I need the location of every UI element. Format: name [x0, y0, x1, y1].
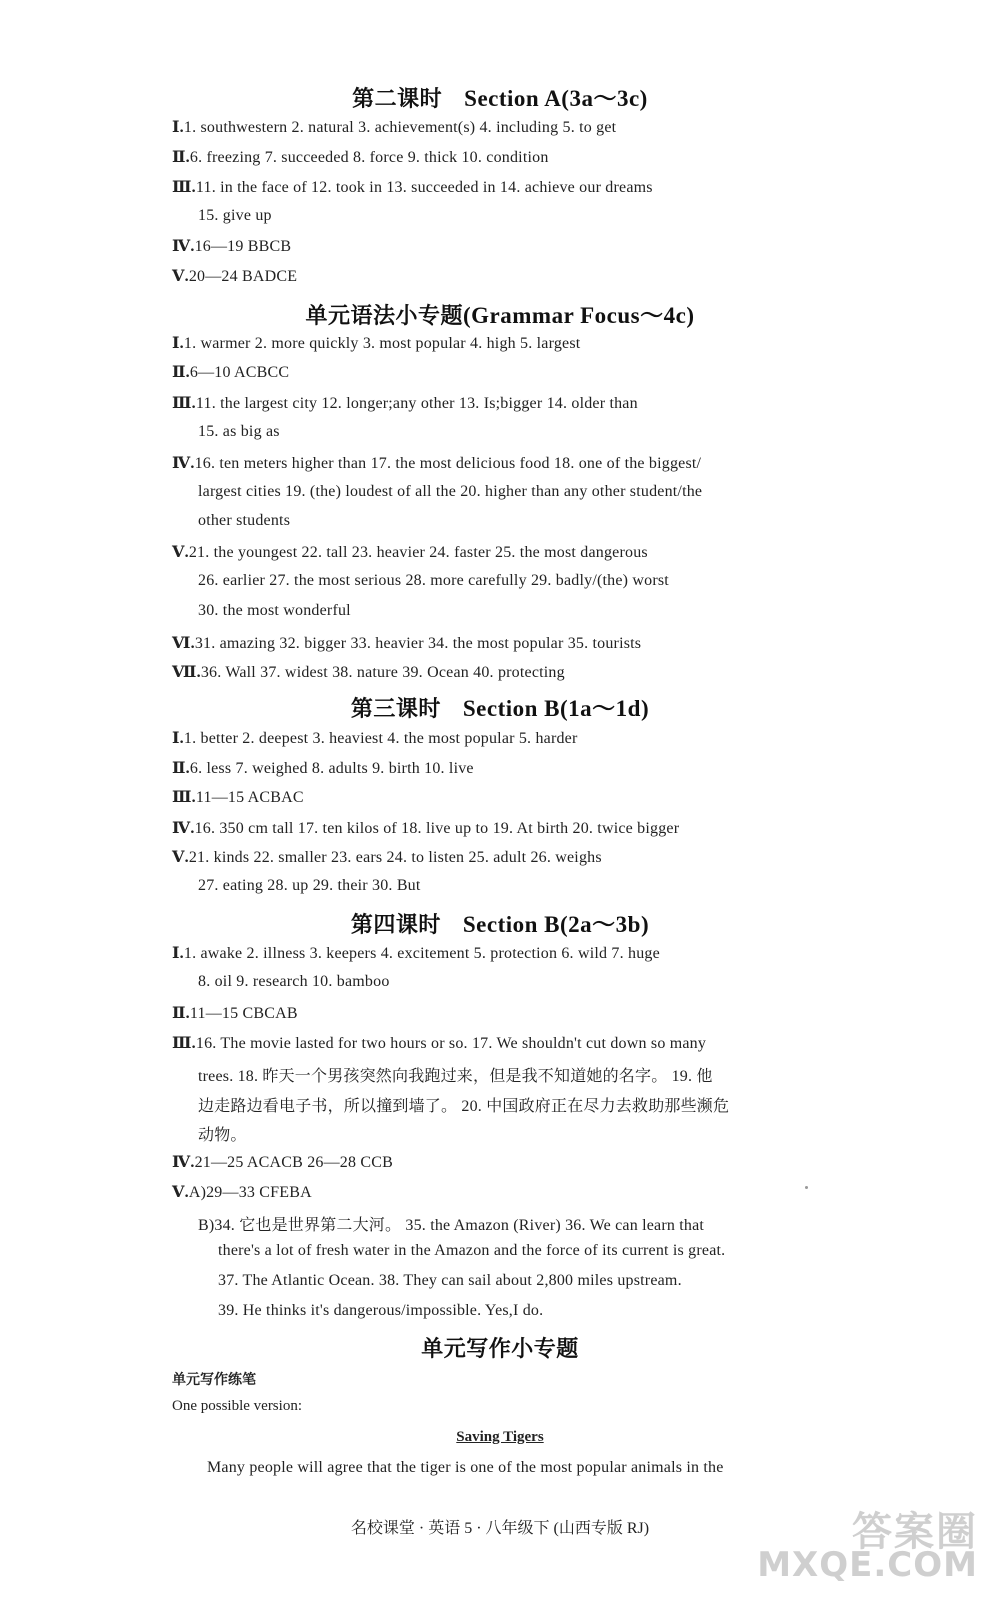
part-number: Ⅵ. — [172, 635, 195, 652]
answer-text: 21. the youngest 22. tall 23. heavier 24. faster 25. the most dangerous — [188, 544, 648, 561]
answer-line — [172, 787, 304, 807]
section-title — [0, 80, 1000, 113]
answer-text: trees. 18. 昨天一个男孩突然向我跑过来，但是我不知道她的名字。 19. 他 — [198, 1068, 713, 1085]
answer-line — [172, 1182, 312, 1202]
answer-line — [172, 1003, 298, 1023]
part-number: Ⅰ. — [172, 730, 184, 747]
answer-line — [172, 1152, 393, 1172]
answer-line — [198, 483, 702, 501]
essay-line: Many people will agree that the tiger is one of the most popular animals in the — [207, 1459, 724, 1476]
section-title-en: Section B(1a～1d) — [462, 696, 650, 721]
section-title — [0, 690, 1000, 723]
answer-text: 6. freezing 7. succeeded 8. force 9. thick 10. condition — [189, 149, 549, 166]
answer-text: 21—25 ACACB 26—28 CCB — [194, 1154, 394, 1171]
answer-text: 16. 350 cm tall 17. ten kilos of 18. live up to 19. At birth 20. twice bigger — [194, 820, 680, 837]
answer-text: 30. the most wonderful — [198, 602, 351, 619]
answer-line — [198, 1212, 704, 1235]
answer-text: 1. better 2. deepest 3. heaviest 4. the most popular 5. harder — [183, 730, 578, 747]
answer-text: 16—19 BBCB — [194, 238, 292, 255]
part-number: Ⅴ. — [172, 1184, 189, 1201]
answer-text: 11—15 ACBAC — [195, 789, 304, 806]
section-title-cn: 第三课时 — [350, 697, 441, 722]
answer-line — [172, 943, 660, 963]
answer-line — [172, 236, 291, 256]
answer-line — [172, 393, 638, 413]
answer-line — [172, 633, 641, 653]
answer-text: 边走路边看电子书，所以撞到墙了。 20. 中国政府正在尽力去救助那些濒危 — [198, 1098, 730, 1115]
section-title-en: (Grammar Focus～4c) — [463, 303, 695, 328]
section-title-cn: 单元语法小专题 — [305, 304, 463, 329]
answer-line — [172, 333, 580, 353]
answer-line — [172, 266, 297, 286]
answer-line — [218, 1302, 543, 1320]
answer-text: 1. warmer 2. more quickly 3. most popular 4. high 5. largest — [183, 335, 581, 352]
answer-line — [172, 847, 602, 867]
answer-line — [198, 877, 421, 895]
section-title-cn: 第四课时 — [350, 913, 441, 938]
answer-text: 动物。 — [198, 1127, 247, 1144]
answer-text: 11—15 CBCAB — [189, 1005, 298, 1022]
answer-text: 1. southwestern 2. natural 3. achievement(s) 4. including 5. to get — [183, 119, 617, 136]
answer-line — [172, 758, 474, 778]
part-number: Ⅲ. — [172, 1035, 196, 1052]
answer-line — [198, 602, 351, 620]
answer-text: 15. give up — [198, 207, 272, 224]
part-number: Ⅰ. — [172, 335, 184, 352]
answer-text: 1. awake 2. illness 3. keepers 4. excitement 5. protection 6. wild 7. huge — [183, 945, 660, 962]
essay-title: Saving Tigers — [456, 1429, 544, 1445]
answer-text: 36. Wall 37. widest 38. nature 39. Ocean 40. protecting — [200, 664, 565, 681]
answer-line — [172, 177, 653, 197]
answer-line — [198, 1063, 713, 1086]
speck-mark — [805, 1186, 808, 1189]
answer-line — [218, 1242, 725, 1260]
part-number: Ⅱ. — [172, 760, 190, 777]
answer-text: 31. amazing 32. bigger 33. heavier 34. the most popular 35. tourists — [194, 635, 642, 652]
watermark-logo: 答案圈 — [852, 1509, 978, 1555]
answer-line — [198, 1122, 247, 1145]
section-title — [0, 297, 1000, 330]
part-number: Ⅰ. — [172, 945, 184, 962]
part-number: Ⅴ. — [172, 268, 189, 285]
answer-text: A)29—33 CFEBA — [188, 1184, 312, 1201]
answer-text: 6—10 ACBCC — [189, 364, 290, 381]
answer-text: 6. less 7. weighed 8. adults 9. birth 10. live — [189, 760, 474, 777]
answer-line — [172, 662, 565, 682]
answer-line — [172, 117, 616, 137]
answer-text: 26. earlier 27. the most serious 28. more carefully 29. badly/(the) worst — [198, 572, 669, 589]
part-number: Ⅳ. — [172, 820, 195, 837]
part-number: Ⅱ. — [172, 1005, 190, 1022]
answer-line — [198, 973, 390, 991]
answer-text: 15. as big as — [198, 423, 280, 440]
answer-text: other students — [198, 512, 291, 529]
part-number: Ⅶ. — [172, 664, 201, 681]
part-number: Ⅱ. — [172, 149, 190, 166]
part-number: Ⅲ. — [172, 789, 196, 806]
answer-text: 11. the largest city 12. longer;any other 13. Is;bigger 14. older than — [195, 395, 638, 412]
section-title — [0, 1332, 1000, 1363]
part-number: Ⅲ. — [172, 179, 196, 196]
part-number: Ⅴ. — [172, 544, 189, 561]
part-number: Ⅳ. — [172, 455, 195, 472]
writing-intro: One possible version: — [172, 1398, 302, 1414]
answer-line — [172, 818, 679, 838]
answer-text: there's a lot of fresh water in the Amazon and the force of its current is great. — [218, 1242, 726, 1259]
part-number: Ⅴ. — [172, 849, 189, 866]
answer-line — [218, 1272, 682, 1290]
answer-text: largest cities 19. (the) loudest of all the 20. higher than any other student/the — [198, 483, 703, 500]
part-number: Ⅳ. — [172, 238, 195, 255]
answer-line — [172, 453, 701, 473]
section-title-cn: 单元写作小专题 — [421, 1337, 579, 1362]
answer-line — [172, 147, 549, 167]
answer-text: 27. eating 28. up 29. their 30. But — [198, 877, 421, 894]
section-title — [0, 906, 1000, 939]
answer-line — [172, 362, 289, 382]
answer-line — [198, 423, 280, 441]
answer-text: 16. The movie lasted for two hours or so. 17. We shouldn't cut down so many — [195, 1035, 707, 1052]
answer-text: 8. oil 9. research 10. bamboo — [198, 973, 390, 990]
answer-text: 37. The Atlantic Ocean. 38. They can sail about 2,800 miles upstream. — [218, 1272, 682, 1289]
answer-text: 39. He thinks it's dangerous/impossible. Yes,I do. — [218, 1302, 544, 1319]
answer-line — [198, 1093, 729, 1116]
answer-line — [198, 207, 272, 225]
watermark-url: MXQE.COM — [757, 1545, 978, 1585]
answer-text: B)34. 它也是世界第二大河。 35. the Amazon (River) 36. We can learn that — [198, 1217, 705, 1234]
answer-text: 11. in the face of 12. took in 13. succeeded in 14. achieve our dreams — [195, 179, 653, 196]
section-title-en: Section B(2a～3b) — [462, 912, 650, 937]
answer-line — [172, 1033, 706, 1053]
section-title-cn: 第二课时 — [352, 87, 443, 112]
part-number: Ⅱ. — [172, 364, 190, 381]
answer-text: 20—24 BADCE — [188, 268, 298, 285]
page-footer: 名校课堂 · 英语 5 · 八年级下 (山西专版 RJ) — [350, 1520, 650, 1537]
answer-text: 21. kinds 22. smaller 23. ears 24. to listen 25. adult 26. weighs — [188, 849, 602, 866]
answer-line — [198, 572, 669, 590]
answer-text: 16. ten meters higher than 17. the most delicious food 18. one of the biggest/ — [194, 455, 702, 472]
answer-line — [172, 542, 648, 562]
answer-line — [172, 728, 578, 748]
part-number: Ⅳ. — [172, 1154, 195, 1171]
section-title-en: Section A(3a～3c) — [464, 86, 648, 111]
part-number: Ⅲ. — [172, 395, 196, 412]
writing-sub-heading: 单元写作练笔 — [172, 1372, 256, 1388]
answer-line — [198, 512, 290, 530]
part-number: Ⅰ. — [172, 119, 184, 136]
